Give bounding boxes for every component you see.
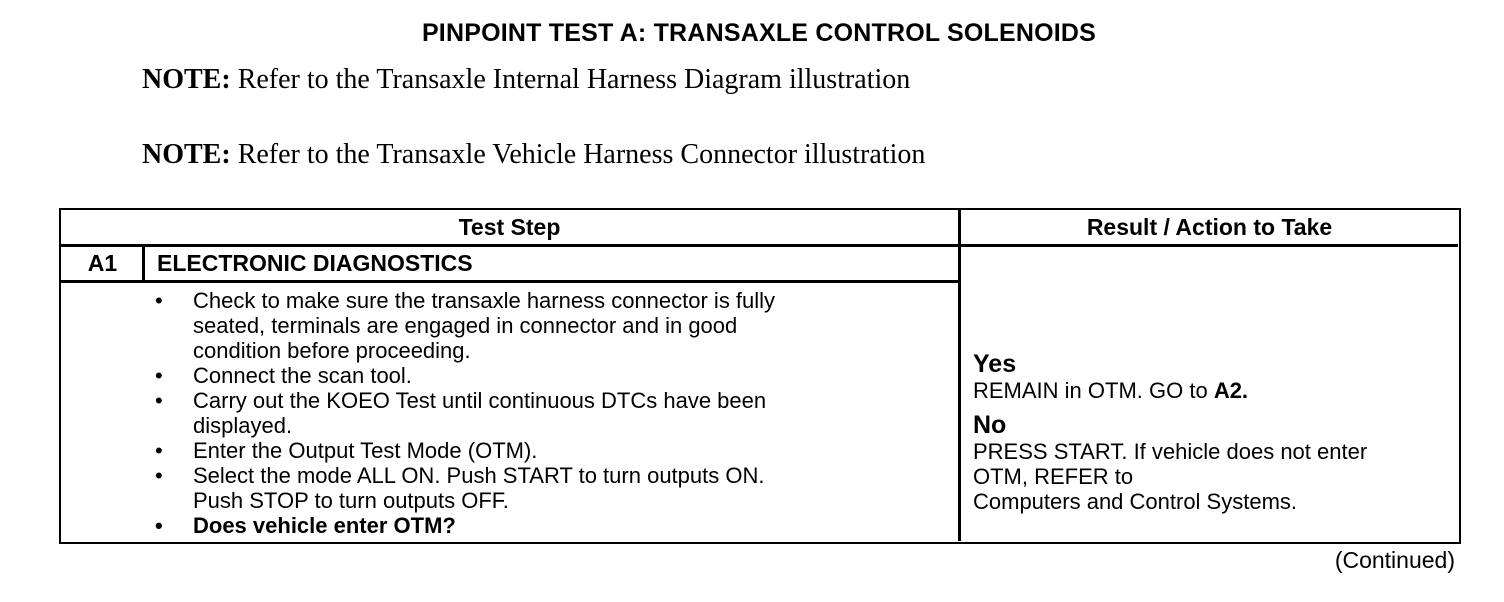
note-2-label: NOTE: <box>142 139 231 170</box>
yes-action-text: REMAIN in OTM. GO to <box>973 378 1214 403</box>
step-id: A1 <box>87 250 118 276</box>
yes-action <box>973 378 1453 403</box>
bullet-line: • Connect the scan tool. <box>193 363 412 388</box>
test-step-bullets <box>151 288 951 538</box>
bullet-item <box>151 463 951 513</box>
no-action-line: Computers and Control Systems. <box>973 489 1298 514</box>
bullet-item <box>151 388 951 438</box>
bullet-line: • Select the mode ALL ON. Push START to turn outputs ON. <box>193 463 765 488</box>
continued-label: (Continued) <box>1334 547 1455 573</box>
bullet-line: • Check to make sure the transaxle harness connector is fully <box>193 288 776 313</box>
note-2-text: Refer to the Transaxle Vehicle Harness Connector illustration <box>237 139 926 170</box>
bullet-line: Push STOP to turn outputs OFF. <box>193 488 509 513</box>
step-name: ELECTRONIC DIAGNOSTICS <box>157 250 473 276</box>
header-divider <box>61 244 1458 247</box>
header-result-action: Result / Action to Take <box>1086 214 1333 240</box>
bullet-line: • Does vehicle enter OTM? <box>193 513 456 538</box>
bullet-line: condition before proceeding. <box>193 338 471 363</box>
bullet-item <box>151 363 951 388</box>
no-label: No <box>973 411 1007 439</box>
column-divider <box>958 210 961 541</box>
bullet-item <box>151 438 951 463</box>
note-2 <box>142 139 925 171</box>
header-test-step: Test Step <box>458 214 561 240</box>
bullet-line: seated, terminals are engaged in connector and in good <box>193 313 738 338</box>
no-action <box>973 439 1453 514</box>
note-1 <box>142 64 910 96</box>
yes-label: Yes <box>973 350 1017 378</box>
note-1-label: NOTE: <box>142 64 231 95</box>
step-title-divider <box>61 280 958 283</box>
yes-step-ref: A2. <box>1213 378 1249 403</box>
note-1-text: Refer to the Transaxle Internal Harness Diagram illustration <box>237 64 911 95</box>
no-action-line: PRESS START. If vehicle does not enter <box>973 439 1368 464</box>
pinpoint-test-table <box>59 208 1461 544</box>
no-action-line: OTM, REFER to <box>973 464 1134 489</box>
result-action <box>973 350 1453 514</box>
page-title: PINPOINT TEST A: TRANSAXLE CONTROL SOLENOIDS <box>421 19 1097 47</box>
bullet-line: • Carry out the KOEO Test until continuous DTCs have been <box>193 388 767 413</box>
bullet-item <box>151 288 951 363</box>
bullet-item <box>151 513 951 538</box>
bullet-line: displayed. <box>193 413 293 438</box>
bullet-line: • Enter the Output Test Mode (OTM). <box>193 438 538 463</box>
